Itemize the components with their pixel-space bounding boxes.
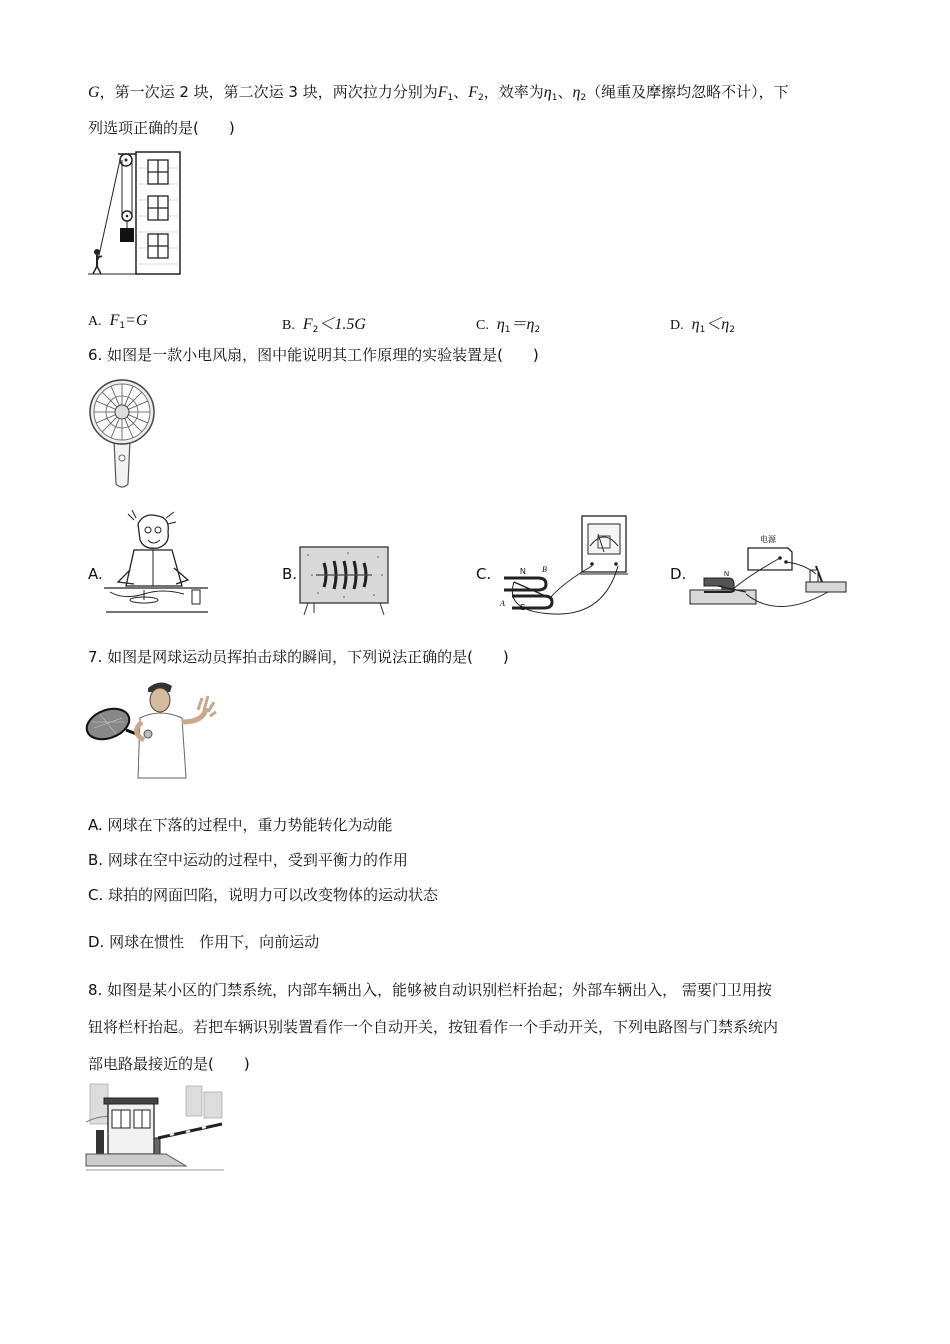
q5-option-d[interactable]: D. $\eta_1<\eta_2$ bbox=[670, 316, 735, 335]
q6-figure-b-iron-filings bbox=[298, 545, 392, 617]
pulley-building-figure bbox=[88, 148, 188, 278]
label-n-d: N bbox=[724, 571, 730, 578]
label-power: 电源 bbox=[760, 535, 776, 544]
q5-stem-line1: G，第一次运 2 块，第二次运 3 块，两次拉力分别为$F_1$、$F_2$，效率为$\eta_1$、$\eta_2$（绳重及摩擦均忽略不计），下 bbox=[88, 83, 789, 103]
q5-option-c[interactable]: C. $\eta_1=\eta_2$ bbox=[476, 316, 541, 335]
q6-option-c[interactable]: C. bbox=[476, 565, 492, 583]
q8-stem-line2: 钮将栏杆抬起。若把车辆识别装置看作一个自动开关，按钮看作一个手动开关，下列电路图与门禁系统内 bbox=[88, 1018, 779, 1036]
q5-option-a[interactable]: A. $F_1=G$ bbox=[88, 312, 148, 331]
q7-option-b[interactable]: B. 网球在空中运动的过程中，受到平衡力的作用 bbox=[88, 851, 408, 869]
label-n: N bbox=[520, 567, 526, 576]
label-s: S bbox=[520, 603, 526, 612]
label-b: B bbox=[542, 565, 547, 574]
q6-stem: 6. 如图是一款小电风扇，图中能说明其工作原理的实验装置是( ) bbox=[88, 346, 539, 364]
q6-option-d[interactable]: D. bbox=[670, 565, 687, 583]
q8-stem-line1: 8. 如图是某小区的门禁系统，内部车辆出入，能够被自动识别栏杆抬起；外部车辆出入， 需要门卫用按 bbox=[88, 981, 772, 999]
q7-option-c[interactable]: C. 球拍的网面凹陷，说明力可以改变物体的运动状态 bbox=[88, 886, 439, 904]
q7-option-d[interactable]: D. 网球在惯性 作用下，向前运动 bbox=[88, 933, 320, 951]
label-a: A bbox=[500, 599, 505, 608]
q6-figure-d-motor bbox=[688, 530, 852, 612]
q7-stem: 7. 如图是网球运动员挥拍击球的瞬间，下列说法正确的是( ) bbox=[88, 648, 509, 666]
gate-booth-figure bbox=[86, 1082, 226, 1172]
q6-figure-c-generator bbox=[494, 512, 634, 620]
q8-stem-line3: 部电路最接近的是( ) bbox=[88, 1055, 250, 1073]
tennis-player-figure bbox=[86, 678, 220, 780]
q6-option-b[interactable]: B. bbox=[282, 565, 298, 583]
q5-option-b[interactable]: B. $F_2<1.5G$ bbox=[282, 316, 366, 335]
q5-stem-line2: 列选项正确的是( ) bbox=[88, 119, 235, 137]
q6-option-a[interactable]: A. bbox=[88, 565, 103, 583]
q7-option-a[interactable]: A. 网球在下落的过程中，重力势能转化为动能 bbox=[88, 816, 393, 834]
handheld-fan-figure bbox=[86, 378, 158, 490]
q6-figure-a-oersted bbox=[104, 510, 214, 618]
